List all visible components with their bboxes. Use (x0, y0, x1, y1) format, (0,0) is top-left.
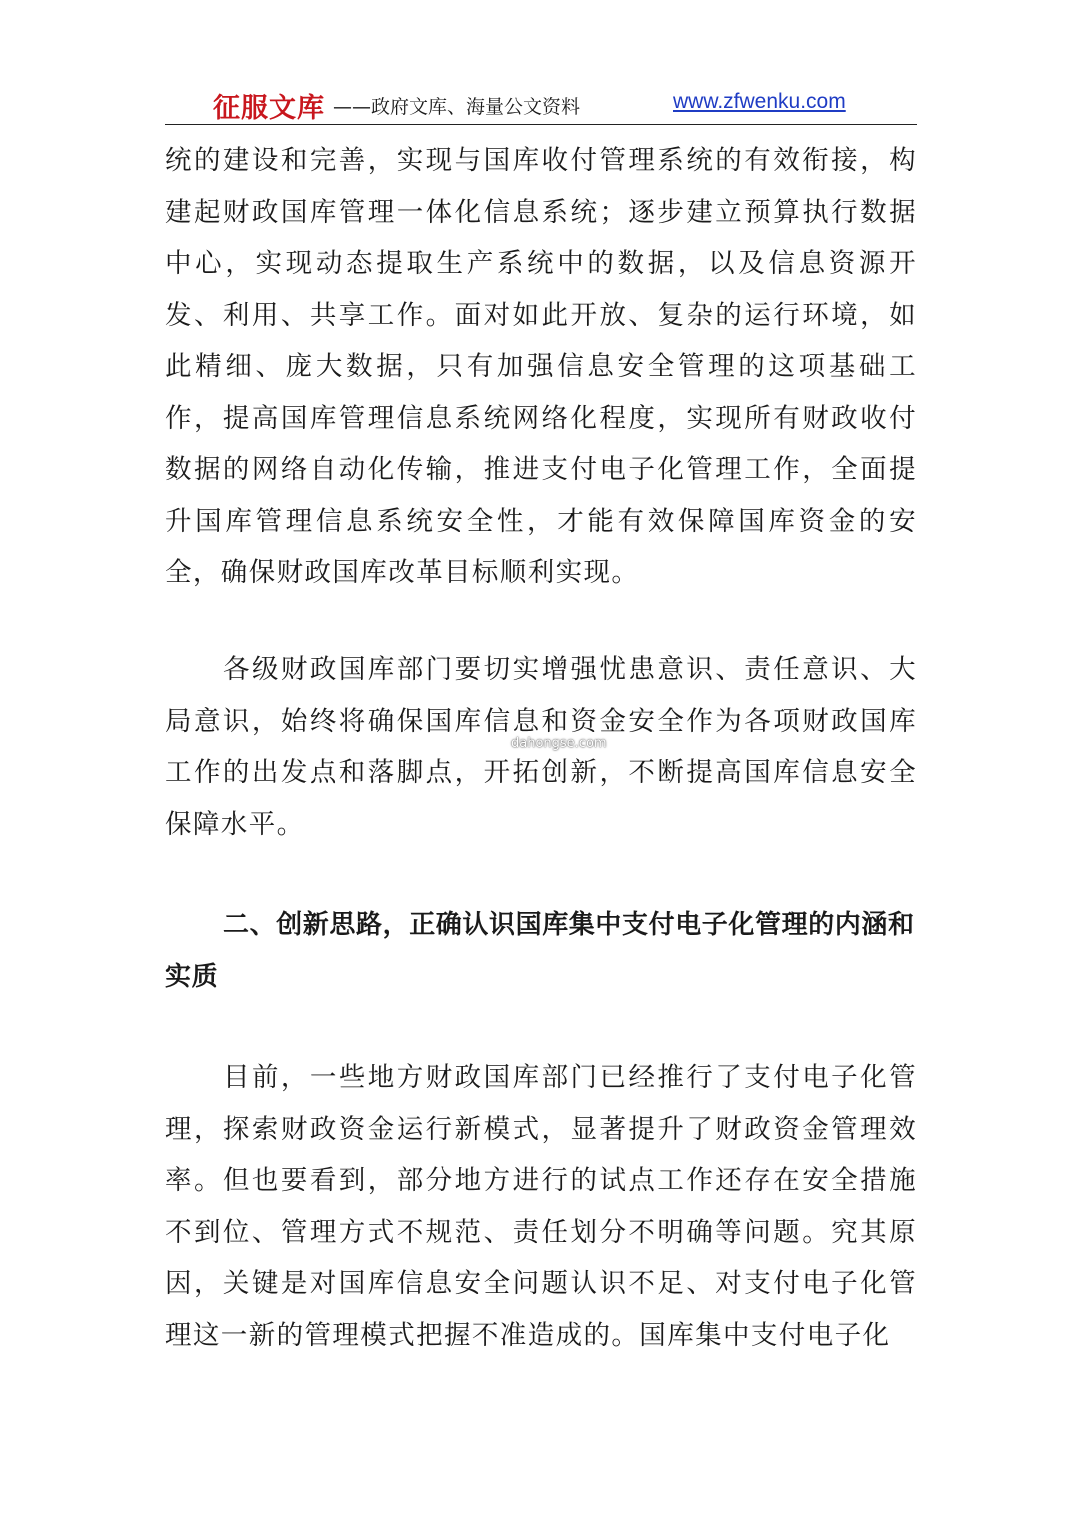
brand-logo-text: 征服文库 (213, 93, 325, 124)
body-paragraph-continued: 统的建设和完善，实现与国库收付管理系统的有效衔接，构建起财政国库管理一体化信息系统；逐步建立预算执行数据中心，实现动态提取生产系统中的数据，以及信息资源开发、利用、共享工作。面对如此开放、复杂的运行环境，如此精细、庞大数据，只有加强信息安全管理的这项基础工作，提高国库管理信息系统网络化程度，实现所有财政收付数据的网络自动化传输，推进支付电子化管理工作，全面提升国库管理信息系统安全性，才能有效保障国库资金的安全，确保财政国库改革目标顺利实现。 (165, 145, 917, 588)
site-url-link[interactable]: www.zfwenku.com (673, 90, 846, 113)
body-paragraph: 目前，一些地方财政国库部门已经推行了支付电子化管理，探索财政资金运行新模式，显著提升了财政资金管理效率。但也要看到，部分地方进行的试点工作还存在安全措施不到位、管理方式不规范、责任划分不明确等问题。究其原因，关键是对国库信息安全问题认识不足、对支付电子化管理这一新的管理模式把握不准造成的。国库集中支付电子化 (165, 1062, 917, 1351)
body-paragraph: 各级财政国库部门要切实增强忧患意识、责任意识、大局意识，始终将确保国库信息和资金安全作为各项财政国库工作的出发点和落脚点，开拓创新，不断提高国库信息安全保障水平。 (165, 654, 917, 840)
header-tagline: ——政府文库、海量公文资料 (333, 96, 581, 118)
section-heading: 二、创新思路，正确认识国库集中支付电子化管理的内涵和实质 (165, 910, 915, 992)
page-header (165, 84, 917, 125)
watermark: dahongse.com (511, 736, 607, 751)
